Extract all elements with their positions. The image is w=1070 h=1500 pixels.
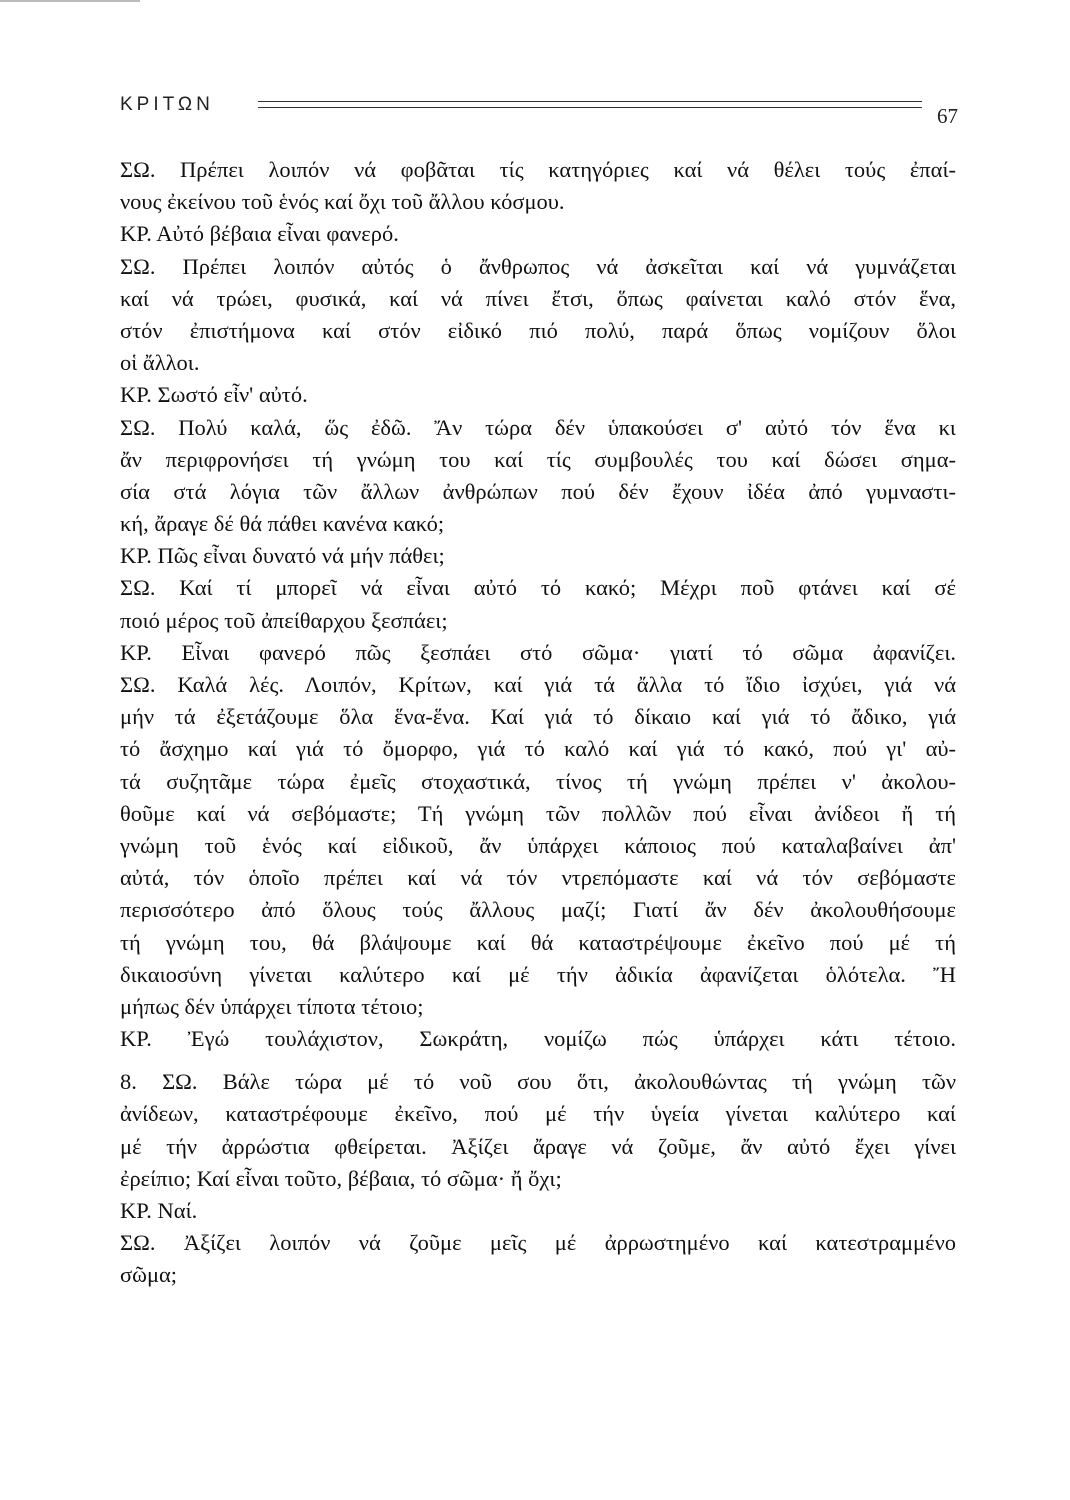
text-line: ΣΩ. Καί τί μπορεῖ νά εἶναι αὐτό τό κακό; Μέχρι ποῦ φτάνει καί σέ	[120, 575, 956, 601]
section-gap	[120, 1055, 956, 1066]
text-line: οἱ ἄλλοι.	[120, 350, 200, 376]
running-title: ΚΡΙΤΩΝ	[120, 94, 214, 115]
text-line: σία στά λόγια τῶν ἄλλων ἀνθρώπων πού δέν ἔχουν ἰδέα ἀπό γυμναστι-	[120, 478, 956, 504]
text-line: ΚΡ. Εἶναι φανερό πῶς ξεσπάει στό σῶμα· γιατί τό σῶμα ἀφανίζει.	[120, 639, 956, 665]
text-line: ΚΡ. Ἐγώ τουλάχιστον, Σωκράτη, νομίζω πώς ὑπάρχει κάτι τέτοιο.	[120, 1026, 956, 1052]
text-line: γνώμη τοῦ ἑνός καί εἰδικοῦ, ἄν ὑπάρχει κάποιος πού καταλαβαίνει ἀπ'	[120, 832, 956, 858]
page-number: 67	[937, 104, 958, 128]
text-line: μήπως δέν ὑπάρχει τίποτα τέτοιο;	[120, 993, 424, 1019]
text-line: 8. ΣΩ. Βάλε τώρα μέ τό νοῦ σου ὅτι, ἀκολουθώντας τή γνώμη τῶν	[120, 1069, 956, 1095]
text-line: ΚΡ. Αὐτό βέβαια εἶναι φανερό.	[120, 221, 399, 247]
text-line: θοῦμε καί νά σεβόμαστε; Τή γνώμη τῶν πολλῶν πού εἶναι ἀνίδεοι ἤ τή	[120, 800, 956, 826]
text-line: σῶμα;	[120, 1262, 178, 1288]
text-line: ΚΡ. Ναί.	[120, 1198, 198, 1223]
text-line: μήν τά ἐξετάζουμε ὅλα ἕνα-ἕνα. Καί γιά τό δίκαιο καί γιά τό ἄδικο, γιά	[120, 704, 956, 730]
text-line: νους ἐκείνου τοῦ ἑνός καί ὄχι τοῦ ἄλλου κόσμου.	[120, 189, 565, 215]
text-line: τά συζητᾶμε τώρα ἐμεῖς στοχαστικά, τίνος τή γνώμη πρέπει ν' ἀκολου-	[120, 768, 956, 794]
text-line: καί νά τρώει, φυσικά, καί νά πίνει ἔτσι, ὅπως φαίνεται καλό στόν ἕνα,	[120, 285, 956, 311]
text-line: δικαιοσύνη γίνεται καλύτερο καί μέ τήν ἀδικία ἀφανίζεται ὁλότελα. Ἤ	[120, 961, 956, 987]
text-line: ΣΩ. Πρέπει λοιπόν νά φοβᾶται τίς κατηγόριες καί νά θέλει τούς ἐπαί-	[120, 157, 956, 182]
page-header	[120, 92, 958, 126]
text-line: ποιό μέρος τοῦ ἀπείθαρχου ξεσπάει;	[120, 607, 448, 633]
text-line: ΚΡ. Πῶς εἶναι δυνατό νά μήν πάθει;	[120, 543, 445, 569]
text-line: αὐτά, τόν ὁποῖο πρέπει καί νά τόν ντρεπόμαστε καί νά τόν σεβόμαστε	[120, 865, 956, 891]
text-line: ΣΩ. Καλά λές. Λοιπόν, Κρίτων, καί γιά τά ἄλλα τό ἴδιο ἰσχύει, γιά νά	[120, 672, 956, 697]
header-double-rule	[258, 101, 922, 108]
text-line: κή, ἄραγε δέ θά πάθει κανένα κακό;	[120, 511, 445, 537]
text-line: ΣΩ. Ἀξίζει λοιπόν νά ζοῦμε μεῖς μέ ἀρρωστημένο καί κατεστραμμένο	[120, 1230, 956, 1256]
text-line: ΚΡ. Σωστό εἶν' αὐτό.	[120, 382, 308, 408]
dialogue-text	[120, 154, 956, 1292]
text-line: ἀνίδεων, καταστρέφουμε ἐκεῖνο, πού μέ τήν ὑγεία γίνεται καλύτερο καί	[120, 1101, 956, 1127]
text-line: ΣΩ. Πρέπει λοιπόν αὐτός ὁ ἄνθρωπος νά ἀσκεῖται καί νά γυμνάζεται	[120, 253, 956, 279]
text-line: τή γνώμη του, θά βλάψουμε καί θά καταστρέψουμε ἐκεῖνο πού μέ τή	[120, 929, 956, 955]
scan-edge-mark	[0, 0, 140, 2]
text-line: μέ τήν ἀρρώστια φθείρεται. Ἀξίζει ἄραγε νά ζοῦμε, ἄν αὐτό ἔχει γίνει	[120, 1133, 956, 1159]
text-line: στόν ἐπιστήμονα καί στόν εἰδικό πιό πολύ, παρά ὅπως νομίζουν ὅλοι	[120, 317, 956, 343]
text-line: ἐρείπιο; Καί εἶναι τοῦτο, βέβαια, τό σῶμα· ἤ ὄχι;	[120, 1165, 562, 1191]
text-line: τό ἄσχημο καί γιά τό ὄμορφο, γιά τό καλό καί γιά τό κακό, πού γι' αὐ-	[120, 736, 956, 762]
text-line: ΣΩ. Πολύ καλά, ὥς ἐδῶ. Ἄν τώρα δέν ὑπακούσει σ' αὐτό τόν ἕνα κι	[120, 414, 956, 440]
text-line: περισσότερο ἀπό ὅλους τούς ἄλλους μαζί; Γιατί ἄν δέν ἀκολουθήσουμε	[120, 897, 956, 923]
text-line: ἄν περιφρονήσει τή γνώμη του καί τίς συμβουλές του καί δώσει σημα-	[120, 446, 956, 472]
